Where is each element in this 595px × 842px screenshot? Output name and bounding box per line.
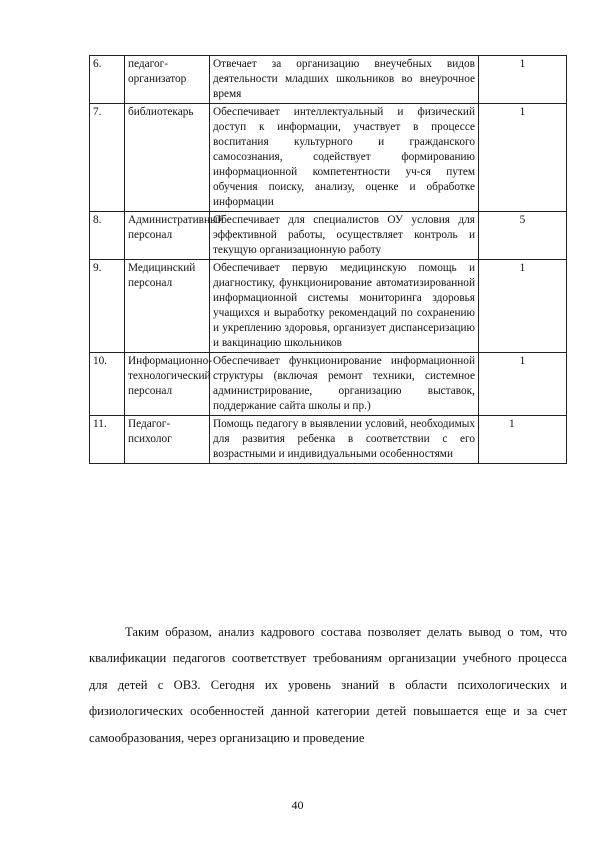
staff-role: Медицинский персонал xyxy=(125,260,210,353)
role-description: Отвечает за организацию внеучебных видов деятельности младших школьников во внеурочное время xyxy=(210,56,479,104)
role-description: Обеспечивает функционирование информационной структуры (включая ремонт техники, системное администрирование, организацию выставок, поддержание сайта школы и пр.) xyxy=(210,353,479,416)
table-row xyxy=(90,260,567,353)
staff-role: библиотекарь xyxy=(125,104,210,212)
staff-count: 1 xyxy=(479,104,567,212)
staff-count: 1 xyxy=(479,353,567,416)
staff-count: 1 xyxy=(479,260,567,353)
row-number: 8. xyxy=(90,212,125,260)
role-description: Помощь педагогу в выявлении условий, необходимых для развития ребенка в соответствии с его возрастными и индивидуальными особенностями xyxy=(210,416,479,464)
row-number: 7. xyxy=(90,104,125,212)
paragraph-text: Таким образом, анализ кадрового состава позволяет делать вывод о том, что квалификации педагогов соответствует требованиям организации учебного процесса для детей с ОВЗ. Сегодня их уровень знаний в области психологических и физиологических особенностей данной категории детей повышается еще и за счет самообразования, через организацию и проведение xyxy=(89,625,567,745)
staff-role: Информационно-технологический персонал xyxy=(125,353,210,416)
staff-count: 5 xyxy=(479,212,567,260)
staff-count: 1 xyxy=(479,56,567,104)
table-row xyxy=(90,353,567,416)
staff-count: 1 xyxy=(479,416,567,464)
row-number: 9. xyxy=(90,260,125,353)
row-number: 11. xyxy=(90,416,125,464)
role-description: Обеспечивает первую медицинскую помощь и диагностику, функционирование автоматизированной информационной системы мониторинга здоровья учащихся и выработку рекомендаций по сохранению и укреплению здоровья, организует диспансеризацию и вакцинацию школьников xyxy=(210,260,479,353)
table-row xyxy=(90,104,567,212)
row-number: 6. xyxy=(90,56,125,104)
table-row xyxy=(90,56,567,104)
staff-table xyxy=(89,55,567,464)
staff-role: Педагог-психолог xyxy=(125,416,210,464)
body-paragraph xyxy=(89,619,567,751)
page-number: 40 xyxy=(291,798,304,812)
staff-role: Административный персонал xyxy=(125,212,210,260)
role-description: Обеспечивает интеллектуальный и физический доступ к информации, участвует в процессе воспитания культурного и гражданского самосознания, содействует формированию информационной компетентности уч-ся путем обучения поиску, анализу, оценке и обработке информации xyxy=(210,104,479,212)
table-row xyxy=(90,416,567,464)
staff-role: педагог-организатор xyxy=(125,56,210,104)
role-description: Обеспечивает для специалистов ОУ условия для эффективной работы, осуществляет контроль и текущую организационную работу xyxy=(210,212,479,260)
row-number: 10. xyxy=(90,353,125,416)
table-row xyxy=(90,212,567,260)
